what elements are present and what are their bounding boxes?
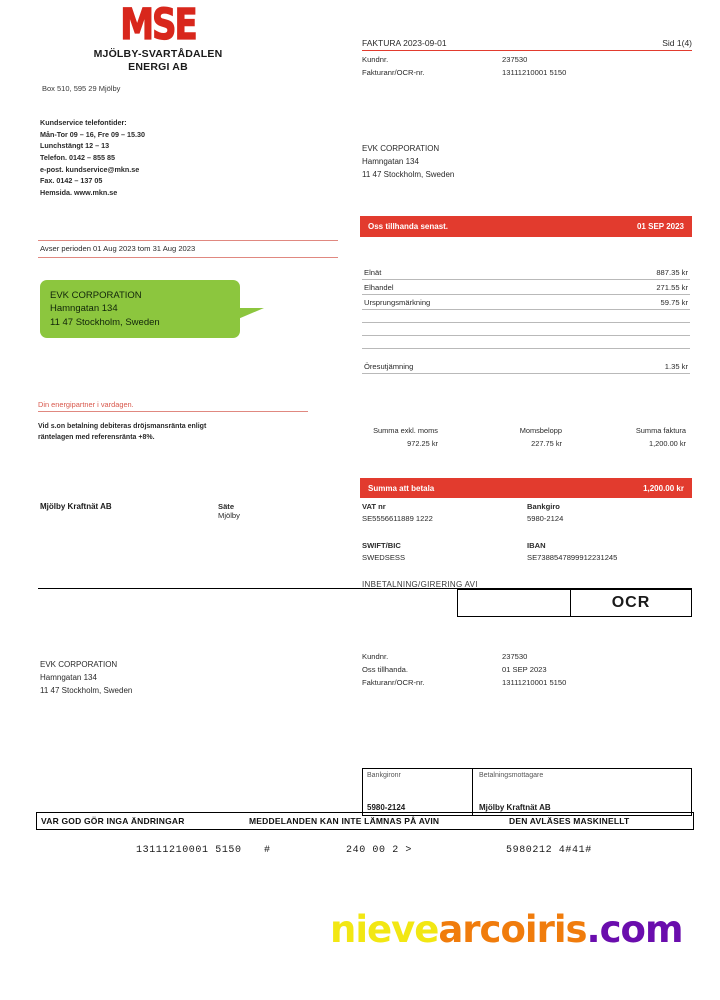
vat-summary (320, 426, 692, 448)
watermark-part-1: nieve (330, 908, 439, 951)
company-name-line1: MJÖLBY-SVARTÅDALEN (93, 48, 223, 60)
customer-number-label: Kundnr. (362, 55, 389, 64)
rounding-label: Öresutjämning (364, 361, 414, 371)
slip-recipient-street: Hamngatan 134 (40, 673, 97, 683)
charge-value: 887.35 kr (656, 267, 688, 277)
document-type: FAKTURA 2023-09-01 (362, 38, 447, 48)
charge-label: Elnät (364, 267, 382, 277)
due-date-banner (360, 216, 692, 237)
watermark-part-2: arcoiris (438, 908, 587, 951)
payment-details (362, 502, 692, 562)
rounding-value: 1.35 kr (664, 361, 688, 371)
contact-line-4: Telefon. 0142 – 855 85 (40, 152, 115, 162)
bubble-street: Hamngatan 134 (50, 303, 118, 315)
ocr-code-part-1: 13111210001 5150 (136, 845, 242, 856)
contact-line-1: Kundservice telefontider: (40, 118, 127, 127)
payee-box-header: Betalningsmottagare (479, 772, 544, 779)
payee-box-value: Mjölby Kraftnät AB (479, 803, 551, 812)
interest-clause-line2: räntelagen med referensränta +8%. (38, 433, 155, 441)
warning-text-1: VAR GOD GÖR INGA ÄNDRINGAR (41, 816, 185, 826)
warning-text-2: MEDDELANDEN KAN INTE LÄMNAS PÅ AVIN (249, 816, 440, 826)
slip-invoice-number-label: Fakturanr/OCR-nr. (362, 678, 425, 687)
slip-due-value: 01 SEP 2023 (502, 665, 547, 674)
net-amount-label: Summa exkl. moms (373, 426, 438, 435)
company-logo-block (38, 0, 278, 94)
table-row (362, 265, 690, 280)
contact-line-2: Mån-Tor 09 – 16, Fre 09 – 15.30 (40, 129, 145, 139)
recipient-city: 11 47 Stockholm, Sweden (362, 170, 455, 180)
vat-amount-label: Momsbelopp (519, 426, 562, 435)
bankgiro-value: 5980-2124 (527, 514, 564, 523)
vat-number-value: SE5556611889 1222 (362, 514, 433, 523)
invoice-header (362, 38, 692, 77)
contact-line-3: Lunchstängt 12 – 13 (40, 141, 110, 151)
swift-label: SWIFT/BIC (362, 541, 401, 550)
bankgiro-payee-box (362, 768, 692, 816)
customer-number-value: 237530 (502, 55, 528, 64)
rounding-row (362, 359, 690, 374)
slip-customer-number-value: 237530 (502, 652, 528, 661)
invoice-total-value: 1,200.00 kr (649, 439, 686, 448)
table-row-empty (362, 310, 690, 323)
slip-due-label: Oss tillhanda. (362, 665, 409, 674)
ocr-code-part-3: 240 00 2 > (346, 845, 413, 856)
payment-slip-title: INBETALNING/GIRERING AVI (362, 580, 478, 589)
table-row (362, 280, 690, 295)
amount-due-banner (360, 478, 692, 498)
slip-details (362, 648, 692, 687)
charges-table (362, 265, 690, 374)
vat-amount-value: 227.75 kr (531, 439, 562, 448)
machine-read-warning-strip (36, 812, 694, 830)
company-name-line2: ENERGI AB (128, 61, 188, 74)
sate-value: Mjölby (218, 511, 240, 520)
charge-label: Ursprungsmärkning (364, 297, 431, 307)
recipient-street: Hamngatan 134 (362, 157, 419, 167)
bankgiro-box-value: 5980-2124 (367, 803, 406, 812)
table-row-empty (362, 336, 690, 349)
seller-name: Mjölby Kraftnät AB (40, 502, 112, 511)
bankgiro-label: Bankgiro (527, 502, 560, 511)
contact-line-7: Hemsida. www.mkn.se (40, 187, 118, 197)
site-watermark (330, 908, 683, 951)
swift-value: SWEDSESS (362, 553, 406, 562)
table-row-empty (362, 323, 690, 336)
slip-invoice-number-value: 13111210001 5150 (502, 678, 567, 687)
period-divider-top (38, 240, 338, 241)
period-divider-bottom (38, 257, 338, 258)
customer-callout-bubble (40, 280, 240, 338)
charge-value: 271.55 kr (656, 282, 688, 292)
bubble-city: 11 47 Stockholm, Sweden (50, 316, 160, 328)
iban-label: IBAN (527, 541, 546, 550)
interest-clause-line1: Vid s.on betalning debiteras dröjsmansränta enligt (38, 423, 207, 430)
recipient-name: EVK CORPORATION (362, 144, 440, 153)
ocr-box-left-cell (458, 590, 571, 616)
page-number: Sid 1(4) (662, 38, 692, 48)
seller-registered-office (218, 502, 240, 520)
ocr-box-label: OCR (611, 594, 651, 611)
invoice-number-value: 13111210001 5150 (502, 68, 567, 77)
billing-period: Avser perioden 01 Aug 2023 tom 31 Aug 2023 (40, 244, 196, 253)
slip-customer-number-label: Kundnr. (362, 652, 389, 661)
due-date-value: 01 SEP 2023 (636, 222, 684, 231)
table-row (362, 295, 690, 310)
bubble-name: EVK CORPORATION (50, 290, 142, 301)
warning-text-3: DEN AVLÄSES MASKINELLT (509, 816, 630, 826)
ocr-code-part-4: 5980212 4#41# (506, 845, 592, 856)
invoice-total-label: Summa faktura (635, 426, 686, 435)
sate-label: Säte (218, 502, 235, 511)
ocr-code-part-2: # (264, 845, 271, 856)
contact-line-5: e-post. kundservice@mkn.se (40, 164, 140, 174)
slip-recipient-address (40, 658, 132, 698)
iban-value: SE7388547899912231245 (527, 553, 618, 562)
bubble-tail-shape (238, 308, 264, 319)
amount-due-value: 1,200.00 kr (643, 483, 684, 493)
slip-recipient-city: 11 47 Stockholm, Sweden (40, 686, 133, 696)
energy-partner-note (38, 400, 308, 444)
vat-number-label: VAT nr (362, 502, 386, 511)
bankgiro-box-header: Bankgironr (367, 772, 401, 779)
charge-label: Elhandel (364, 282, 394, 292)
recipient-address (362, 142, 454, 182)
watermark-part-3: .com (586, 908, 683, 951)
energy-partner-title: Din energipartner i vardagen. (38, 400, 308, 412)
net-amount-value: 972.25 kr (407, 439, 438, 448)
company-logo-mark: MSE (120, 0, 196, 50)
customer-service-contact (40, 117, 145, 199)
contact-line-6: Fax. 0142 – 137 05 (40, 176, 103, 186)
company-address: Box 510, 595 29 Mjölby (42, 84, 121, 94)
invoice-number-label: Fakturanr/OCR-nr. (362, 68, 425, 77)
slip-recipient-name: EVK CORPORATION (40, 660, 118, 669)
due-date-label: Oss tillhanda senast. (368, 222, 449, 231)
charge-value: 59.75 kr (660, 297, 688, 307)
amount-due-label: Summa att betala (368, 483, 435, 493)
ocr-box (457, 589, 692, 617)
